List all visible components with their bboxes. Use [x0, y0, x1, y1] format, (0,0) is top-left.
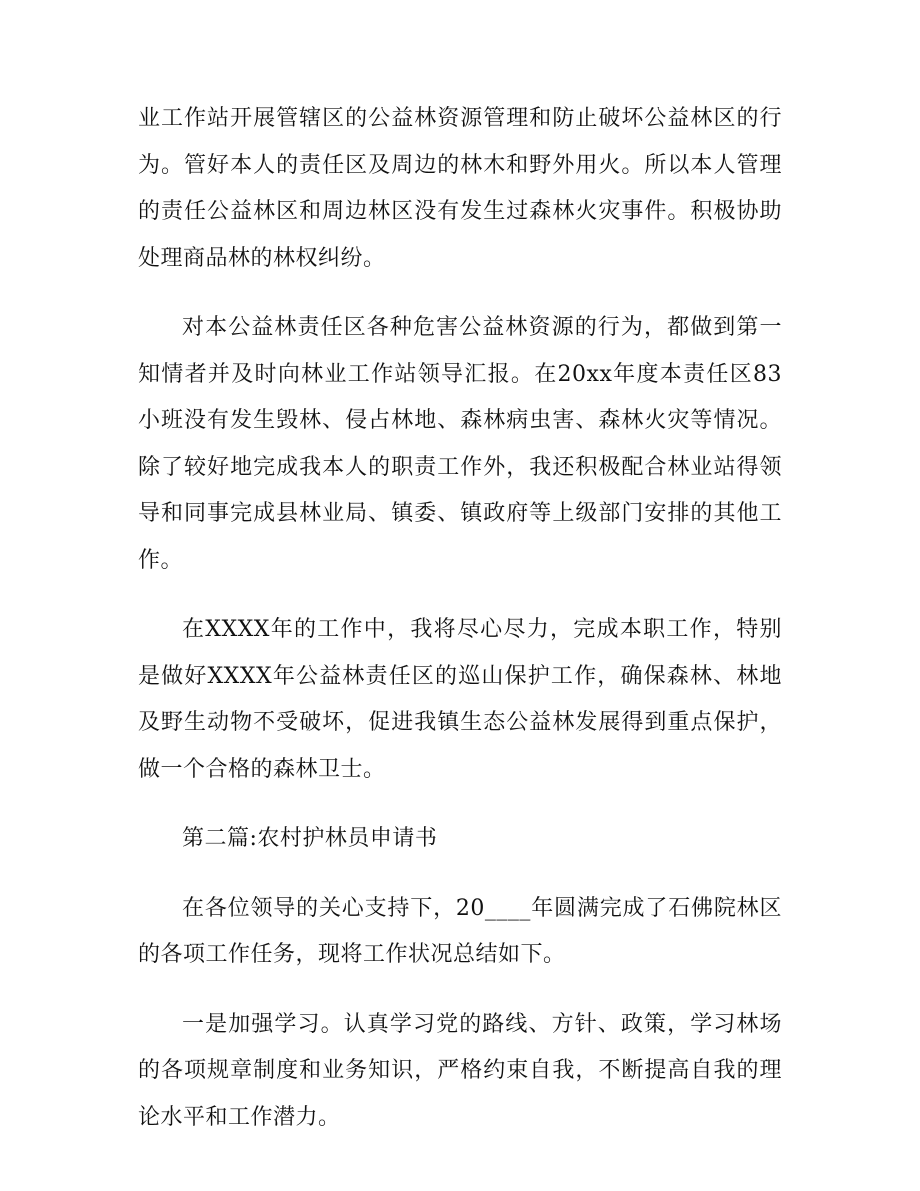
paragraph-plan: 在XXXX年的工作中，我将尽心尽力，完成本职工作，特别是做好XXXX年公益林责任区的巡山保护工作，确保森林、林地及野生动物不受破坏，促进我镇生态公益林发展得到重点保护，做一个合格的森林卫士。	[138, 617, 782, 782]
document-body	[138, 96, 782, 1164]
paragraph-report: 对本公益林责任区各种危害公益林资源的行为，都做到第一知情者并及时向林业工作站领导汇报。在20xx年度本责任区83小班没有发生毁林、侵占林地、森林病虫害、森林火灾等情况。除了较好地完成我本人的职责工作外，我还积极配合林业站得领导和同事完成县林业局、镇委、镇政府等上级部门安排的其他工作。	[138, 315, 782, 573]
section-heading: 第二篇:农村护林员申请书	[182, 826, 438, 851]
paragraph-study: 一是加强学习。认真学习党的路线、方针、政策，学习林场的各项规章制度和业务知识，严格约束自我，不断提高自我的理论水平和工作潜力。	[138, 1011, 782, 1130]
paragraph-summary-intro: 在各位领导的关心支持下，20____年圆满完成了石佛院林区的各项工作任务，现将工作状况总结如下。	[138, 895, 782, 967]
paragraph-continuation: 业工作站开展管辖区的公益林资源管理和防止破坏公益林区的行为。管好本人的责任区及周边的林木和野外用火。所以本人管理的责任公益林区和周边林区没有发生过森林火灾事件。积极协助处理商品林的林权纠纷。	[138, 106, 782, 271]
